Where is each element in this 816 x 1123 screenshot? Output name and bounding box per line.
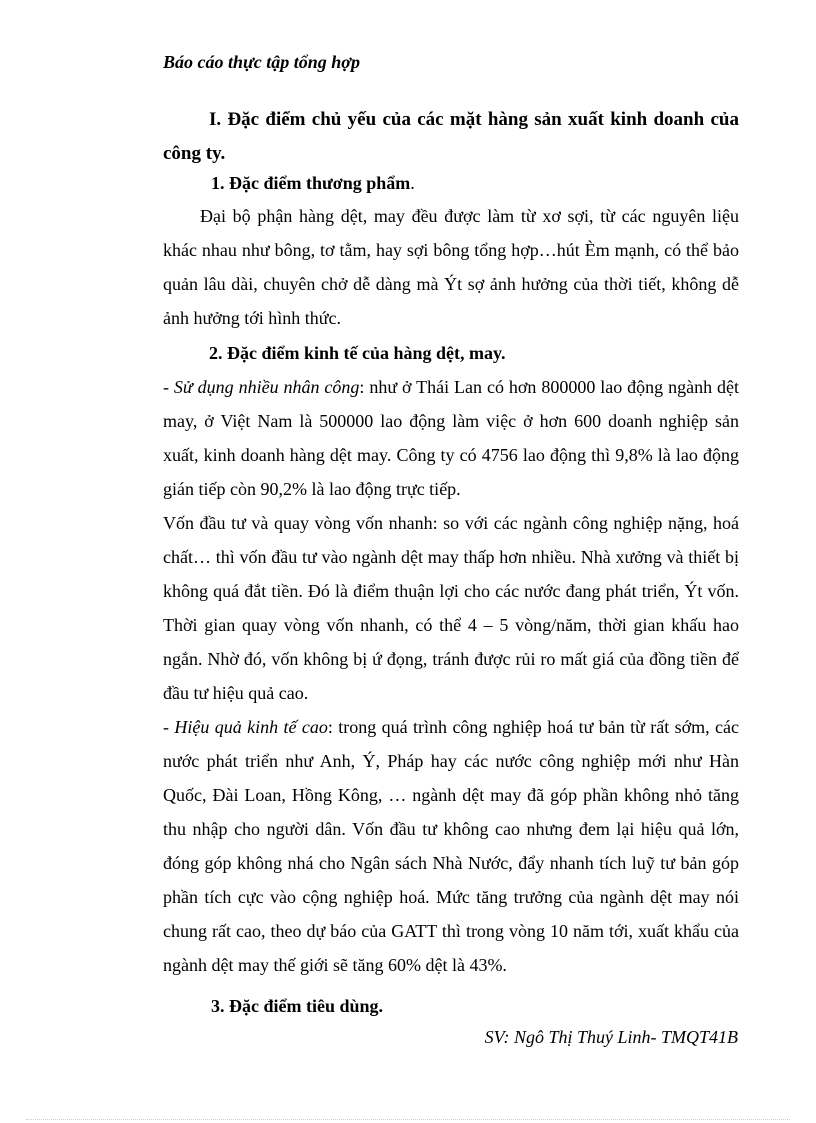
subsection-2-heading: 2. Đặc điểm kinh tế của hàng dệt, may. [209, 343, 506, 363]
subsection-1-dot: . [410, 173, 415, 193]
report-header: Báo cáo thực tập tổng hợp [163, 52, 360, 72]
paragraph-capital: Vốn đầu tư và quay vòng vốn nhanh: so với các ngành công nghiệp nặng, hoá chất… thì vốn đầu tư vào ngành dệt may thấp hơn nhiều. Nhà xưởng và thiết bị không quá đắt tiền. Đó là điểm thuận lợi cho các nước đang phát triển, Ýt vốn. Thời gian quay vòng vốn nhanh, có thể 4 – 5 vòng/năm, thời gian khấu hao ngắn. Nhờ đó, vốn không bị ứ đọng, tránh được rủi ro mất giá của đồng tiền để đầu tư hiệu quả cao. [163, 513, 739, 703]
efficiency-lead: Hiệu quả kinh tế cao [174, 717, 328, 737]
subsection-1-title: 1. Đặc điểm thương phẩm [211, 173, 411, 193]
efficiency-body: : trong quá trình công nghiệp hoá tư bản từ rất sớm, các nước phát triển như Anh, Ý, Pháp hay các nước công nghiệp mới như Hàn Quốc, Đài Loan, Hồng Kông, … ngành dệt may đã góp phần không nhỏ tăng thu nhập cho người dân. Vốn đầu tư không cao nhưng đem lại hiệu quả lớn, đóng góp không nhá cho Ngân sách Nhà Nước, đẩy nhanh tích luỹ tư bản góp phần tích cực vào cộng nghiệp hoá. Mức tăng trưởng của ngành dệt may nói chung rất cao, theo dự báo của GATT thì trong vòng 10 năm tới, xuất khẩu của ngành dệt may thế giới sẽ tăng 60% dệt là 43%. [163, 717, 739, 975]
labor-body: : như ở Thái Lan có hơn 800000 lao động ngành dệt may, ở Việt Nam là 500000 lao động làm việc ở hơn 600 doanh nghiệp sản xuất, kinh doanh hàng dệt may. Công ty có 4756 lao động thì 9,8% là lao động gián tiếp còn 90,2% là lao động trực tiếp. [163, 377, 739, 499]
paragraph-efficiency [163, 710, 739, 982]
section-title: I. Đặc điểm chủ yếu của các mặt hàng sản xuất kinh doanh của công ty. [163, 109, 739, 164]
dash-1: - [163, 377, 174, 397]
dash-2: - [163, 717, 175, 737]
page-bottom-divider [26, 1119, 790, 1120]
labor-lead: Sử dụng nhiều nhân công [173, 377, 360, 397]
subsection-1-heading [211, 173, 415, 194]
subsection-3-heading: 3. Đặc điểm tiêu dùng. [211, 996, 384, 1016]
paragraph-labor [163, 370, 739, 506]
paragraph-product-features: Đại bộ phận hàng dệt, may đều được làm từ xơ sợi, từ các nguyên liệu khác nhau như bông, tơ tằm, hay sợi bông tổng hợp…hút Èm mạnh, có thể bảo quản lâu dài, chuyên chở dễ dàng mà Ýt sợ ảnh hưởng của thời tiết, không dễ ảnh hưởng tới hình thức. [163, 206, 739, 328]
footer-author: SV: Ngô Thị Thuý Linh- TMQT41B [484, 1027, 738, 1047]
